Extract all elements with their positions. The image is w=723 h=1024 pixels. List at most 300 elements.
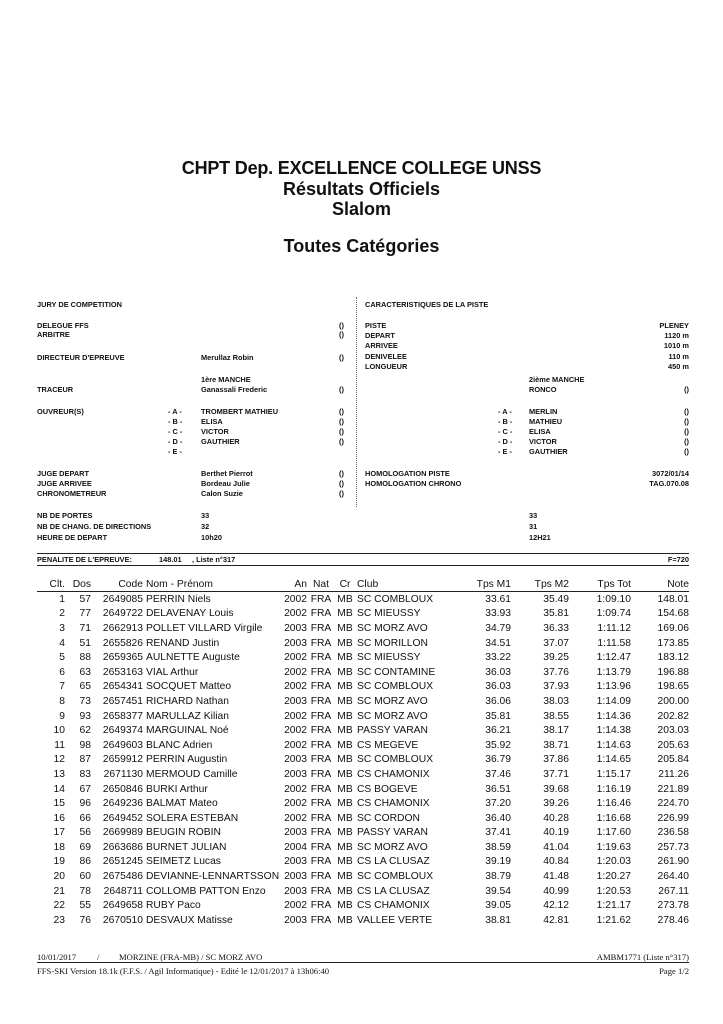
cell-cr: MB — [337, 681, 353, 693]
cell-dos: 76 — [79, 914, 91, 926]
cell-m1: 38.79 — [485, 871, 511, 883]
homol-chrono-value: TAG.070.08 — [649, 479, 689, 488]
cell-note: 278.46 — [657, 914, 689, 926]
cell-m2: 40.19 — [543, 827, 569, 839]
ouvreur2-name: ELISA — [529, 427, 551, 436]
table-row — [37, 782, 689, 797]
cell-nat: FRA — [310, 681, 332, 693]
cell-m2: 38.03 — [543, 695, 569, 707]
cell-total: 1:14.09 — [596, 695, 631, 707]
cell-dos: 60 — [79, 871, 91, 883]
cell-cr: MB — [337, 827, 353, 839]
cell-note: 236.58 — [657, 827, 689, 839]
table-row — [37, 898, 689, 913]
cell-clt: 7 — [59, 681, 65, 693]
cell-name: RUBY Paco — [146, 900, 201, 912]
cell-clt: 1 — [59, 593, 65, 605]
cell-total: 1:16.46 — [596, 798, 631, 810]
table-row — [37, 840, 689, 855]
cell-club: PASSY VARAN — [357, 827, 428, 839]
cell-m1: 36.06 — [485, 695, 511, 707]
cell-m1: 37.20 — [485, 798, 511, 810]
depart-value: 1120 m — [664, 331, 689, 340]
cell-note: 261.90 — [657, 856, 689, 868]
cell-club: PASSY VARAN — [357, 725, 428, 737]
cell-name: AULNETTE Auguste — [146, 652, 240, 664]
directeur-code: () — [339, 353, 344, 362]
cell-m1: 39.05 — [485, 900, 511, 912]
cell-year: 2002 — [284, 725, 307, 737]
cell-nat: FRA — [310, 798, 332, 810]
cell-m2: 38.71 — [543, 739, 569, 751]
cell-m2: 41.48 — [543, 871, 569, 883]
ouvreur2-code: () — [684, 407, 689, 416]
heure-label: HEURE DE DEPART — [37, 533, 108, 542]
cell-year: 2002 — [284, 900, 307, 912]
cell-m2: 37.71 — [543, 768, 569, 780]
ouvreur-letter: - D - — [168, 437, 183, 446]
footer-top — [37, 952, 689, 962]
ouvreur-letter: - D - — [498, 437, 513, 446]
penalty-liste: , Liste n°317 — [192, 555, 236, 564]
cell-note: 205.63 — [657, 739, 689, 751]
cell-total: 1:14.36 — [596, 710, 631, 722]
cell-cr: MB — [337, 666, 353, 678]
cell-cr: MB — [337, 695, 353, 707]
cell-m2: 40.99 — [543, 885, 569, 897]
cell-total: 1:19.63 — [596, 841, 631, 853]
homol-piste-value: 3072/01/14 — [652, 469, 689, 478]
footer-location: MORZINE (FRA-MB) / SC MORZ AVO — [119, 952, 263, 962]
discipline-title: Slalom — [331, 199, 392, 219]
cell-name: POLLET VILLARD Virgile — [146, 622, 263, 634]
cell-cr: MB — [337, 768, 353, 780]
cell-clt: 18 — [53, 841, 65, 853]
table-row — [37, 650, 689, 665]
cell-dos: 96 — [79, 798, 91, 810]
piste-label: PISTE — [365, 321, 387, 330]
cell-cr: MB — [337, 652, 353, 664]
cell-clt: 13 — [53, 768, 65, 780]
cell-dos: 83 — [79, 768, 91, 780]
ouvreur2-name: GAUTHIER — [529, 447, 568, 456]
ouvreur1-name: VICTOR — [201, 427, 229, 436]
ouvreur1-code: () — [339, 437, 344, 446]
cell-note: 183.12 — [657, 652, 689, 664]
traceur1-code: () — [339, 385, 344, 394]
cell-club: CS CHAMONIX — [357, 798, 430, 810]
cell-m2: 38.55 — [543, 710, 569, 722]
ouvreur-letter: - C - — [168, 427, 183, 436]
penalty-label: PENALITE DE L'EPREUVE: — [37, 555, 132, 564]
cell-m2: 37.93 — [543, 681, 569, 693]
cell-cr: MB — [337, 783, 353, 795]
cell-club: SC COMBLOUX — [357, 871, 434, 883]
cell-dos: 78 — [79, 885, 91, 897]
cell-clt: 3 — [59, 622, 65, 634]
longueur-label: LONGUEUR — [365, 362, 408, 371]
cell-m1: 37.46 — [485, 768, 511, 780]
col-header-tot: Tps Tot — [569, 578, 631, 592]
ouvreur-letter: - A - — [168, 407, 182, 416]
cell-year: 2003 — [284, 622, 307, 634]
cell-note: 200.00 — [657, 695, 689, 707]
cell-name: DESVAUX Matisse — [146, 914, 233, 926]
portes-manche1: 33 — [201, 511, 210, 520]
footer-divider — [37, 962, 689, 963]
cell-m1: 33.22 — [485, 652, 511, 664]
cell-name: COLLOMB PATTON Enzo — [146, 885, 266, 897]
denivelee-label: DENIVELEE — [365, 352, 407, 361]
col-header-an: An — [281, 578, 307, 592]
results-body — [37, 592, 689, 928]
ouvreur-label: OUVREUR(S) — [37, 407, 84, 416]
cell-note: 211.26 — [658, 768, 689, 780]
ouvreur1-code: () — [339, 427, 344, 436]
heure-manche1: 10h20 — [201, 533, 222, 542]
col-header-cr: Cr — [335, 578, 355, 592]
cell-m1: 36.40 — [485, 812, 511, 824]
cell-name: MARULLAZ Kilian — [146, 710, 229, 722]
cell-year: 2002 — [284, 608, 307, 620]
cell-dos: 69 — [79, 841, 91, 853]
ouvreur2-code: () — [684, 427, 689, 436]
cell-note: 202.82 — [657, 710, 689, 722]
table-header-row — [37, 578, 689, 592]
col-header-dos: Dos — [65, 578, 91, 592]
cell-name: BALMAT Mateo — [146, 798, 218, 810]
cell-m1: 38.59 — [485, 841, 511, 853]
cell-name: MERMOUD Camille — [146, 768, 238, 780]
piste-value: PLENEY — [659, 321, 689, 330]
cell-name: RENAND Justin — [146, 637, 220, 649]
cell-cr: MB — [337, 885, 353, 897]
table-row — [37, 913, 689, 928]
cell-total: 1:16.19 — [596, 783, 631, 795]
table-row — [37, 607, 689, 622]
cell-code: 2655826 — [102, 637, 143, 649]
cell-club: SC COMBLOUX — [357, 754, 434, 766]
cell-dos: 65 — [79, 681, 91, 693]
arbitre-label: ARBITRE — [37, 330, 70, 339]
cell-code: 2649374 — [102, 725, 143, 737]
cell-m2: 37.76 — [543, 666, 569, 678]
cell-year: 2002 — [284, 593, 307, 605]
cell-m2: 36.33 — [543, 622, 569, 634]
cell-code: 2649603 — [102, 739, 143, 751]
cell-note: 273.78 — [657, 900, 689, 912]
cell-note: 226.99 — [657, 812, 689, 824]
manche1-label: 1ère MANCHE — [201, 375, 251, 384]
footer-bottom — [37, 966, 689, 976]
cell-cr: MB — [337, 798, 353, 810]
ouvreur-letter: - B - — [498, 417, 513, 426]
cell-total: 1:15.17 — [596, 768, 631, 780]
ouvreur-letter: - B - — [168, 417, 183, 426]
cell-nat: FRA — [310, 841, 332, 853]
table-row — [37, 621, 689, 636]
ouvreur2-code: () — [684, 417, 689, 426]
cell-clt: 9 — [59, 710, 65, 722]
cell-note: 198.65 — [657, 681, 689, 693]
cell-name: DEVIANNE-LENNARTSSON — [146, 871, 280, 883]
ouvreur-letter: - E - — [168, 447, 182, 456]
cell-cr: MB — [337, 622, 353, 634]
cell-total: 1:13.96 — [596, 681, 631, 693]
cell-club: SC CONTAMINE — [357, 666, 436, 678]
juge-arrivee-name: Bordeau Julie — [201, 479, 250, 488]
cell-m1: 39.54 — [485, 885, 511, 897]
cell-code: 2675486 — [102, 871, 143, 883]
cell-note: 169.06 — [657, 622, 689, 634]
ouvreur2-name: VICTOR — [529, 437, 557, 446]
cell-note: 203.03 — [657, 725, 689, 737]
cell-cr: MB — [337, 725, 353, 737]
cell-club: SC MIEUSSY — [357, 652, 421, 664]
table-row — [37, 738, 689, 753]
cell-note: 196.88 — [657, 666, 689, 678]
cell-note: 148.01 — [657, 593, 689, 605]
cell-clt: 20 — [53, 871, 65, 883]
cell-name: SOLERA ESTEBAN — [146, 812, 239, 824]
denivelee-value: 110 m — [668, 352, 689, 361]
cell-dos: 51 — [79, 637, 91, 649]
cell-m2: 40.28 — [543, 812, 569, 824]
cell-clt: 12 — [53, 754, 65, 766]
cell-nat: FRA — [310, 725, 332, 737]
cell-total: 1:16.68 — [596, 812, 631, 824]
portes-label: NB DE PORTES — [37, 511, 93, 520]
depart-label: DEPART — [365, 331, 395, 340]
ouvreur-letter: - A - — [498, 407, 512, 416]
cell-code: 2659912 — [102, 754, 143, 766]
cell-dos: 63 — [79, 666, 91, 678]
cell-clt: 8 — [59, 695, 65, 707]
ouvreur-letter: - C - — [498, 427, 513, 436]
cell-name: BEUGIN ROBIN — [146, 827, 221, 839]
cell-code: 2662913 — [102, 622, 143, 634]
cell-clt: 14 — [53, 783, 65, 795]
cell-year: 2002 — [284, 812, 307, 824]
directeur-name: Merullaz Robin — [201, 353, 254, 362]
cell-dos: 62 — [79, 725, 91, 737]
cell-m1: 36.79 — [485, 754, 511, 766]
cell-name: PERRIN Augustin — [146, 754, 228, 766]
cell-m2: 39.25 — [543, 652, 569, 664]
cell-nat: FRA — [310, 812, 332, 824]
ouvreur1-code: () — [339, 417, 344, 426]
cell-dos: 71 — [79, 622, 91, 634]
penalty-bar — [37, 553, 689, 566]
cell-club: SC MIEUSSY — [357, 608, 421, 620]
piste-title: CARACTERISTIQUES DE LA PISTE — [365, 300, 489, 309]
cell-cr: MB — [337, 871, 353, 883]
cell-club: SC CORDON — [357, 812, 420, 824]
cell-nat: FRA — [310, 783, 332, 795]
cell-note: 264.40 — [657, 871, 689, 883]
cell-name: RICHARD Nathan — [146, 695, 229, 707]
cell-cr: MB — [337, 608, 353, 620]
cell-total: 1:12.47 — [596, 652, 631, 664]
cell-club: SC MORZ AVO — [357, 695, 428, 707]
cell-year: 2003 — [284, 754, 307, 766]
juge-arrivee-code: () — [339, 479, 344, 488]
cell-cr: MB — [337, 856, 353, 868]
table-row — [37, 636, 689, 651]
chrono-name: Calon Suzie — [201, 489, 243, 498]
cell-code: 2649085 — [102, 593, 143, 605]
delegue-label: DELEGUE FFS — [37, 321, 89, 330]
cell-m1: 38.81 — [485, 914, 511, 926]
table-row — [37, 592, 689, 607]
cell-clt: 15 — [53, 798, 65, 810]
table-row — [37, 723, 689, 738]
cell-code: 2649722 — [102, 608, 143, 620]
footer-slash: / — [97, 952, 100, 962]
cell-cr: MB — [337, 812, 353, 824]
cell-year: 2002 — [284, 666, 307, 678]
cell-note: 205.84 — [657, 754, 689, 766]
longueur-value: 450 m — [668, 362, 689, 371]
cell-total: 1:13.79 — [596, 666, 631, 678]
traceur2-name: RONCO — [529, 385, 557, 394]
cell-code: 2670510 — [102, 914, 143, 926]
cell-clt: 6 — [59, 666, 65, 678]
cell-m2: 39.26 — [543, 798, 569, 810]
cell-total: 1:11.12 — [597, 622, 631, 634]
cell-total: 1:21.17 — [596, 900, 631, 912]
cell-dos: 73 — [79, 695, 91, 707]
cell-total: 1:14.38 — [596, 725, 631, 737]
cell-nat: FRA — [310, 695, 332, 707]
changes-label: NB DE CHANG. DE DIRECTIONS — [37, 522, 152, 531]
cell-code: 2649658 — [102, 900, 143, 912]
cell-year: 2003 — [284, 827, 307, 839]
cell-m1: 36.51 — [485, 783, 511, 795]
table-row — [37, 884, 689, 899]
cell-clt: 19 — [53, 856, 65, 868]
cell-clt: 23 — [53, 914, 65, 926]
arrivee-value: 1010 m — [663, 341, 689, 350]
cell-cr: MB — [337, 593, 353, 605]
cell-total: 1:17.60 — [596, 827, 631, 839]
cell-club: SC MORILLON — [357, 637, 428, 649]
cell-club: CS MEGEVE — [357, 739, 419, 751]
cell-code: 2650846 — [102, 783, 143, 795]
cell-club: CS CHAMONIX — [357, 768, 430, 780]
cell-total: 1:14.63 — [596, 739, 631, 751]
cell-note: 267.11 — [658, 885, 689, 897]
cell-nat: FRA — [310, 768, 332, 780]
cell-m2: 35.49 — [543, 593, 569, 605]
cell-dos: 77 — [79, 608, 91, 620]
cell-cr: MB — [337, 914, 353, 926]
cell-dos: 98 — [79, 739, 91, 751]
cell-nat: FRA — [310, 856, 332, 868]
ouvreur2-name: MATHIEU — [529, 417, 563, 426]
cell-dos: 55 — [79, 900, 91, 912]
cell-clt: 22 — [53, 900, 65, 912]
table-row — [37, 753, 689, 768]
delegue-code: () — [339, 321, 344, 330]
cell-m2: 38.17 — [543, 725, 569, 737]
juge-arrivee-label: JUGE ARRIVEE — [37, 479, 92, 488]
cell-name: VIAL Arthur — [146, 666, 199, 678]
cell-code: 2671130 — [103, 768, 143, 780]
cell-nat: FRA — [310, 593, 332, 605]
col-header-nat: Nat — [307, 578, 335, 592]
cell-m1: 33.61 — [485, 593, 511, 605]
cell-code: 2653163 — [102, 666, 143, 678]
table-row — [37, 709, 689, 724]
traceur1-name: Ganassali Frederic — [201, 385, 268, 394]
cell-m1: 36.03 — [485, 666, 511, 678]
cell-m2: 41.04 — [543, 841, 569, 853]
cell-clt: 21 — [53, 885, 65, 897]
cell-total: 1:20.27 — [596, 871, 631, 883]
cell-club: SC COMBLOUX — [357, 593, 434, 605]
cell-year: 2002 — [284, 783, 307, 795]
cell-total: 1:09.10 — [596, 593, 631, 605]
cell-m2: 42.81 — [543, 914, 569, 926]
col-header-nom: Nom - Prénom — [143, 578, 281, 592]
ouvreur2-code: () — [684, 447, 689, 456]
cell-code: 2649452 — [102, 812, 143, 824]
cell-year: 2003 — [284, 856, 307, 868]
footer-version: FFS-SKI Version 18.1k (F.F.S. / Agil Informatique) - Edité le 12/01/2017 à 13h06:40 — [37, 966, 330, 976]
cell-note: 257.73 — [657, 841, 689, 853]
table-row — [37, 665, 689, 680]
cell-club: VALLEE VERTE — [357, 914, 433, 926]
cell-year: 2002 — [284, 681, 307, 693]
cell-code: 2669989 — [102, 827, 143, 839]
cell-cr: MB — [337, 710, 353, 722]
cell-name: MARGUINAL Noé — [146, 725, 229, 737]
table-row — [37, 855, 689, 870]
cell-year: 2002 — [284, 652, 307, 664]
footer-page: Page 1/2 — [659, 966, 689, 976]
cell-m2: 37.07 — [543, 637, 569, 649]
cell-cr: MB — [337, 900, 353, 912]
table-row — [37, 811, 689, 826]
cell-club: SC MORZ AVO — [357, 841, 428, 853]
cell-nat: FRA — [310, 666, 332, 678]
cell-clt: 11 — [54, 739, 65, 751]
cell-clt: 17 — [53, 827, 65, 839]
heure-manche2: 12H21 — [529, 533, 551, 542]
cell-clt: 16 — [53, 812, 65, 824]
cell-name: SOCQUET Matteo — [146, 681, 232, 693]
cell-cr: MB — [337, 739, 353, 751]
jury-title: JURY DE COMPETITION — [37, 300, 123, 309]
cell-dos: 88 — [79, 652, 91, 664]
table-row — [37, 826, 689, 841]
cell-dos: 57 — [79, 593, 91, 605]
cell-name: BLANC Adrien — [146, 739, 213, 751]
ouvreur-letter: - E - — [498, 447, 512, 456]
cell-cr: MB — [337, 841, 353, 853]
cell-year: 2003 — [284, 871, 307, 883]
cell-dos: 93 — [79, 710, 91, 722]
footer-date: 10/01/2017 — [37, 952, 77, 962]
cell-clt: 4 — [59, 637, 65, 649]
cell-m1: 34.51 — [485, 637, 511, 649]
cell-m2: 37.86 — [543, 754, 569, 766]
juge-depart-label: JUGE DEPART — [37, 469, 90, 478]
cell-name: BURKI Arthur — [146, 783, 208, 795]
cell-club: SC MORZ AVO — [357, 710, 428, 722]
cell-total: 1:21.62 — [596, 914, 631, 926]
